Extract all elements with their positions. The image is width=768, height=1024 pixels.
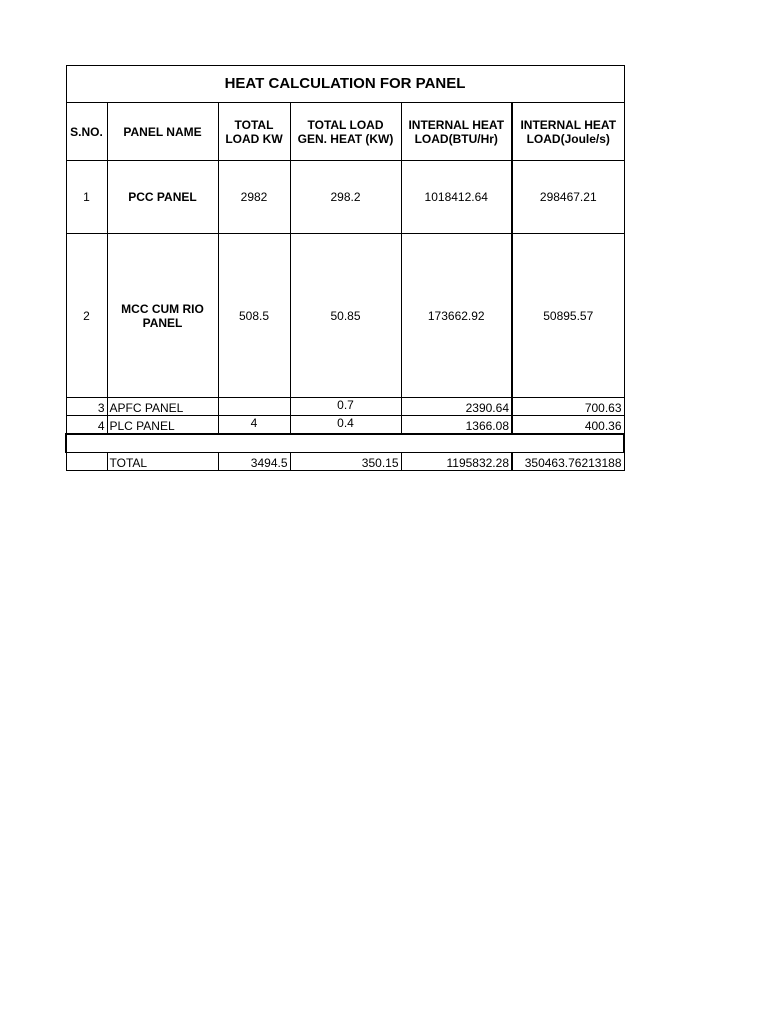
- table-row: [66, 416, 624, 435]
- heat-calculation-table: [65, 65, 625, 471]
- row-panel-name: PCC PANEL: [107, 161, 218, 234]
- row-btu: 2390.64: [401, 398, 512, 416]
- table-title: HEAT CALCULATION FOR PANEL: [66, 66, 624, 103]
- header-row: [66, 103, 624, 161]
- row-sno: 3: [66, 398, 107, 416]
- row-heat: 0.4: [290, 416, 401, 435]
- table-row: [66, 398, 624, 416]
- row-sno: 1: [66, 161, 107, 234]
- row-heat: 298.2: [290, 161, 401, 234]
- row-load: 2982: [218, 161, 290, 234]
- row-sno: 2: [66, 234, 107, 398]
- table-row: [66, 234, 624, 398]
- header-heat-gen: TOTAL LOAD GEN. HEAT (KW): [290, 103, 401, 161]
- row-load: [218, 398, 290, 416]
- row-load: 508.5: [218, 234, 290, 398]
- total-row: [66, 453, 624, 471]
- row-load: 4: [218, 416, 290, 435]
- row-heat: 0.7: [290, 398, 401, 416]
- total-load: 3494.5: [218, 453, 290, 471]
- row-panel-name: PLC PANEL: [107, 416, 218, 435]
- row-joule: 700.63: [512, 398, 624, 416]
- blank-cell: [66, 434, 624, 453]
- header-total-load: TOTAL LOAD KW: [218, 103, 290, 161]
- header-sno: S.NO.: [66, 103, 107, 161]
- total-label: TOTAL: [107, 453, 218, 471]
- table-row: [66, 161, 624, 234]
- row-panel-name: APFC PANEL: [107, 398, 218, 416]
- title-row: [66, 66, 624, 103]
- total-btu: 1195832.28: [401, 453, 512, 471]
- total-joule: 350463.76213188: [512, 453, 624, 471]
- row-joule: 50895.57: [512, 234, 624, 398]
- header-btu: INTERNAL HEAT LOAD(BTU/Hr): [401, 103, 512, 161]
- row-btu: 173662.92: [401, 234, 512, 398]
- header-panel-name: PANEL NAME: [107, 103, 218, 161]
- row-panel-name: MCC CUM RIO PANEL: [107, 234, 218, 398]
- header-joule: INTERNAL HEAT LOAD(Joule/s): [512, 103, 624, 161]
- blank-row: [66, 434, 624, 453]
- row-heat: 50.85: [290, 234, 401, 398]
- row-joule: 298467.21: [512, 161, 624, 234]
- row-btu: 1366.08: [401, 416, 512, 435]
- row-joule: 400.36: [512, 416, 624, 435]
- row-sno: 4: [66, 416, 107, 435]
- total-heat: 350.15: [290, 453, 401, 471]
- row-btu: 1018412.64: [401, 161, 512, 234]
- total-empty-cell: [66, 453, 107, 471]
